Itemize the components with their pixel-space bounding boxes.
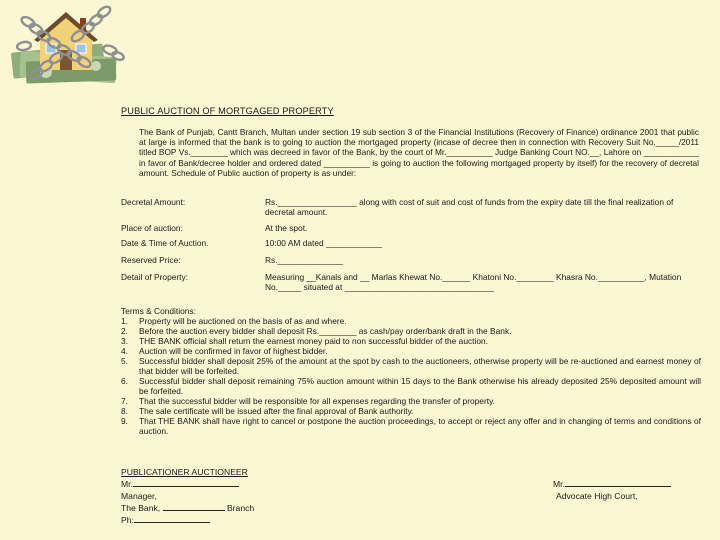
term-text: Before the auction every bidder shall deposit Rs.________ as cash/pay order/bank draft in the Bank. <box>139 326 512 336</box>
term-number: 5. <box>121 356 128 366</box>
term-text: Property will be auctioned on the basis of as and where. <box>139 316 347 326</box>
terms-list <box>121 316 701 436</box>
notice-heading: PUBLIC AUCTION OF MORTGAGED PROPERTY <box>121 106 334 116</box>
auctioneer-block <box>553 478 671 502</box>
term-text: The sale certificate will be issued after the final approval of Bank authority. <box>139 406 414 416</box>
term-item <box>121 326 701 336</box>
term-number: 1. <box>121 316 128 326</box>
blank-line <box>163 502 225 511</box>
footer-title: PUBLICATIONER AUCTIONEER <box>121 467 248 477</box>
term-text: That the successful bidder will be responsible for all expenses regarding the transfer of property. <box>139 396 495 406</box>
detail-value: Measuring __Kanals and __ Marlas Khewat No.______ Khatoni No.________ Khasra No.__________, Mutation No._____ situated at ________________________________ <box>265 272 682 292</box>
publicationer-phone: Ph: <box>121 515 134 525</box>
term-item <box>121 396 701 406</box>
intro-paragraph: The Bank of Punjab, Cantt Branch, Multan under section 19 sub section 3 of the Financial Institutions (Recovery of Finance) ordinance 2001 that public at large is informed that the bank is to going to auction the mortgaged property (incase of decree then in connection with Recovery Suit No._____/2011 titled BOP Vs.________ which was decreed in favor of the Bank, by the court of Mr.__________ Judge Banking Court NO.__, Lahore on ____________ in favor of Bank/decree holder and ordered dated __________ is going to auction the following mortgaged property by itself) for the recovery of decretal amount. Schedule of Public auction of property is as under: <box>139 127 699 178</box>
term-item <box>121 376 701 396</box>
house-chained-with-money-icon <box>6 2 128 90</box>
term-number: 2. <box>121 326 128 336</box>
publicationer-manager: Manager, <box>121 491 157 501</box>
detail-label: Detail of Property: <box>121 272 189 282</box>
term-item <box>121 416 701 436</box>
detail-label: Decretal Amount: <box>121 197 186 207</box>
terms-section <box>121 306 701 436</box>
auctioneer-mr: Mr. <box>553 479 565 489</box>
term-item <box>121 316 701 326</box>
detail-value: 10:00 AM dated ____________ <box>265 238 382 248</box>
terms-title: Terms & Conditions: <box>121 306 196 316</box>
publicationer-mr: Mr. <box>121 479 133 489</box>
term-number: 8. <box>121 406 128 416</box>
term-number: 9. <box>121 416 128 426</box>
term-number: 6. <box>121 376 128 386</box>
term-text: That THE BANK shall have right to cancel or postpone the auction proceedings, to accept or reject any offer and in changing of terms and conditions of auction. <box>139 416 701 436</box>
detail-label: Reserved Price: <box>121 255 181 265</box>
detail-label: Place of auction: <box>121 223 183 233</box>
detail-label: Date & Time of Auction. <box>121 238 209 248</box>
term-text: Auction will be confirmed in favor of highest bidder. <box>139 346 328 356</box>
detail-value: At the spot. <box>265 223 308 233</box>
term-item <box>121 356 701 376</box>
publicationer-block <box>121 478 254 526</box>
term-text: THE BANK official shall return the earnest money paid to non successful bidder of the auction. <box>139 336 488 346</box>
term-item <box>121 346 701 356</box>
detail-value: Rs.______________ <box>265 255 343 265</box>
term-item <box>121 336 701 346</box>
publicationer-bank: The Bank, <box>121 503 161 513</box>
blank-line <box>133 478 239 487</box>
signature-footer <box>121 466 701 525</box>
publicationer-branch: Branch <box>226 503 255 513</box>
blank-line <box>565 478 671 487</box>
term-number: 7. <box>121 396 128 406</box>
term-text: Successful bidder shall deposit 25% of the amount at the spot by cash to the auctioneers, otherwise property will be re-auctioned and earnest money of that bidder will be forfeited. <box>139 356 701 376</box>
term-text: Successful bidder shall deposit remaining 75% auction amount within 15 days to the Bank otherwise his already deposited 25% deposited amount will be forfeited. <box>139 376 701 396</box>
auctioneer-court: Advocate High Court, <box>556 491 638 501</box>
term-number: 3. <box>121 336 128 346</box>
term-item <box>121 406 701 416</box>
blank-line <box>134 514 210 523</box>
detail-value: Rs._________________ along with cost of suit and cost of funds from the expiry date till the final realization of decretal amount. <box>265 197 674 217</box>
term-number: 4. <box>121 346 128 356</box>
